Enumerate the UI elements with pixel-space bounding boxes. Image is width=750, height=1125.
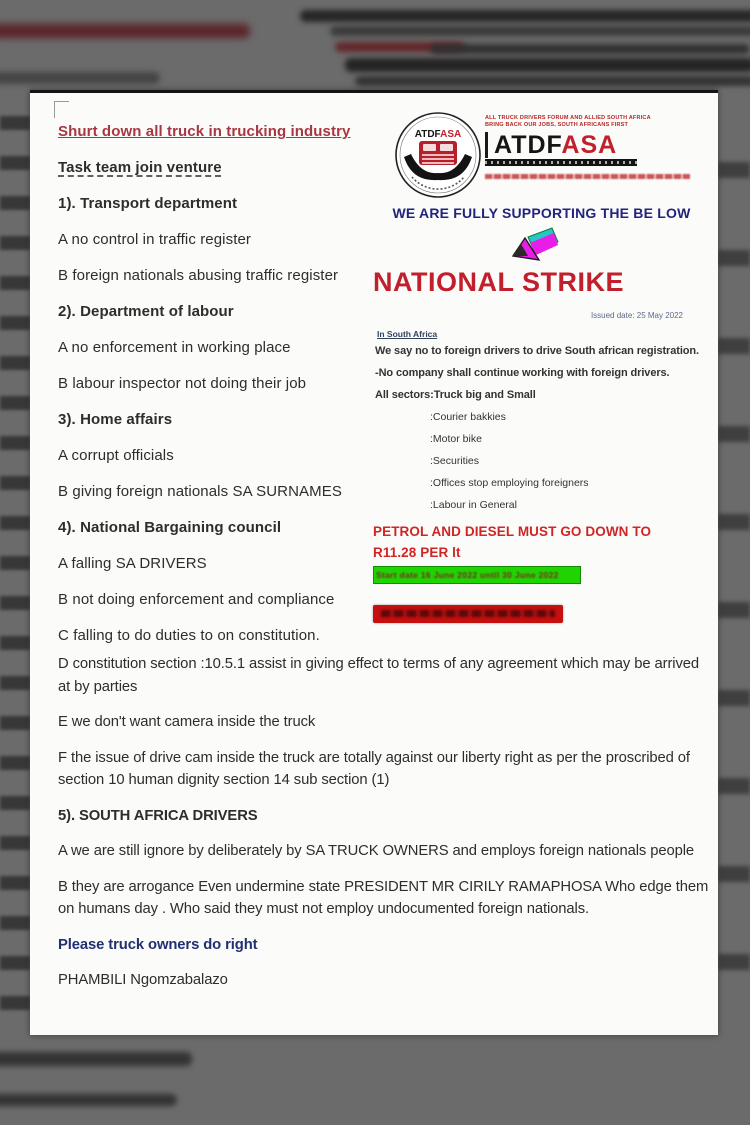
issued-date: Issued date: 25 May 2022: [590, 311, 683, 320]
logo-underline-bar: [485, 159, 637, 166]
closing-appeal: Please truck owners do right: [58, 936, 258, 953]
paragraph: B they are arrogance Even undermine state PRESIDENT MR CIRILY RAMAPHOSA Who edge them on humans day . Who said they must not employ undocumented foreign nationals.: [58, 878, 709, 917]
statement-line: -No company shall continue working with foreign drivers.: [375, 367, 670, 379]
redacted-red-bar-smudge: [381, 610, 555, 617]
list-item: 4). National Bargaining council: [58, 519, 282, 536]
list-item: 2). Department of labour: [58, 303, 234, 320]
atdfasa-logo-seal: [394, 111, 482, 199]
redacted-stripe: [300, 10, 750, 22]
petrol-demand-line: PETROL AND DIESEL MUST GO DOWN TO R11.28 PER lt: [373, 524, 652, 560]
logo-separator: [485, 132, 488, 158]
sector-item: :Labour in General: [430, 499, 517, 511]
paragraph: E we don't want camera inside the truck: [58, 714, 316, 730]
list-item: C falling to do duties to on constitution.: [58, 627, 320, 644]
redacted-red-bar: [373, 605, 563, 623]
paragraph: D constitution section :10.5.1 assist in giving effect to terms of any agreement which may be arrived at by parties: [58, 656, 700, 695]
strike-dates-text: Start date 16 June 2022 until 30 June 2022: [376, 570, 559, 580]
redacted-stripe: [330, 26, 750, 36]
list-item: 1). Transport department: [58, 195, 238, 212]
list-item: A falling SA DRIVERS: [58, 555, 207, 572]
list-item: B foreign nationals abusing traffic register: [58, 267, 339, 284]
list-item: B labour inspector not doing their job: [58, 375, 307, 392]
wordmark-black: ATDF: [494, 131, 562, 159]
wordmark-red: ASA: [561, 131, 618, 159]
redacted-stripe: [0, 72, 160, 84]
statement-line: All sectors:Truck big and Small: [375, 389, 536, 401]
list-item: A no control in traffic register: [58, 231, 252, 248]
redacted-stripe: [430, 44, 750, 54]
strike-dates-highlight: [373, 566, 581, 584]
logo-wordmark: [485, 132, 720, 158]
redacted-stripe: [0, 24, 250, 38]
paper-corner: [54, 101, 69, 118]
paragraph: 5). SOUTH AFRICA DRIVERS: [58, 807, 258, 824]
doc-heading-task-team: Task team join venture: [58, 159, 222, 176]
logo-subtext-smudge: [485, 174, 690, 179]
paragraph: A we are still ignore by deliberately by SA TRUCK OWNERS and employs foreign nationals people: [58, 843, 695, 859]
sector-item: :Motor bike: [430, 433, 482, 445]
sector-item: :Courier bakkies: [430, 411, 506, 423]
region-label: In South Africa: [377, 329, 438, 339]
doc-heading-shutdown: Shurt down all truck in trucking industry: [58, 123, 351, 140]
sector-item: :Securities: [430, 455, 480, 467]
redacted-stripe-column-right: [718, 90, 750, 1032]
list-item: A corrupt officials: [58, 447, 174, 464]
logo-tagline: BRING BACK OUR JOBS, SOUTH AFRICANS FIRST: [485, 122, 629, 128]
redacted-stripe: [0, 1052, 192, 1066]
truck-grille-graphic: [419, 141, 457, 165]
strike-title: NATIONAL STRIKE: [373, 267, 625, 297]
list-item: A no enforcement in working place: [58, 339, 291, 356]
redacted-stripe: [0, 1094, 177, 1106]
arrow-down-left-icon: [508, 223, 560, 265]
sign-off: PHAMBILI Ngomzabalazo: [58, 972, 228, 988]
svg-text:ATDFASA: ATDFASA: [414, 129, 462, 140]
redacted-stripe-column-left: [0, 90, 30, 1032]
statement-line: We say no to foreign drivers to drive South african registration.: [375, 345, 699, 357]
left-column-list: [58, 121, 396, 661]
paragraph: F the issue of drive cam inside the truck are totally against our liberty right as per the proscribed of section 10 human dignity section 14 sub section (1): [58, 749, 690, 788]
logo-tagline: ALL TRUCK DRIVERS FORUM AND ALLIED SOUTH AFRICA: [485, 115, 651, 121]
document-page: [30, 90, 718, 1035]
bottom-paragraphs: [58, 653, 710, 1005]
list-item: B giving foreign nationals SA SURNAMES: [58, 483, 342, 500]
redacted-stripe: [345, 58, 750, 72]
supporting-line: WE ARE FULLY SUPPORTING THE BE LOW: [392, 205, 691, 221]
redacted-stripe: [355, 76, 750, 86]
list-item: 3). Home affairs: [58, 411, 173, 428]
list-item: B not doing enforcement and compliance: [58, 591, 335, 608]
sector-item: :Offices stop employing foreigners: [430, 477, 589, 489]
logo-text-block: [485, 115, 720, 179]
